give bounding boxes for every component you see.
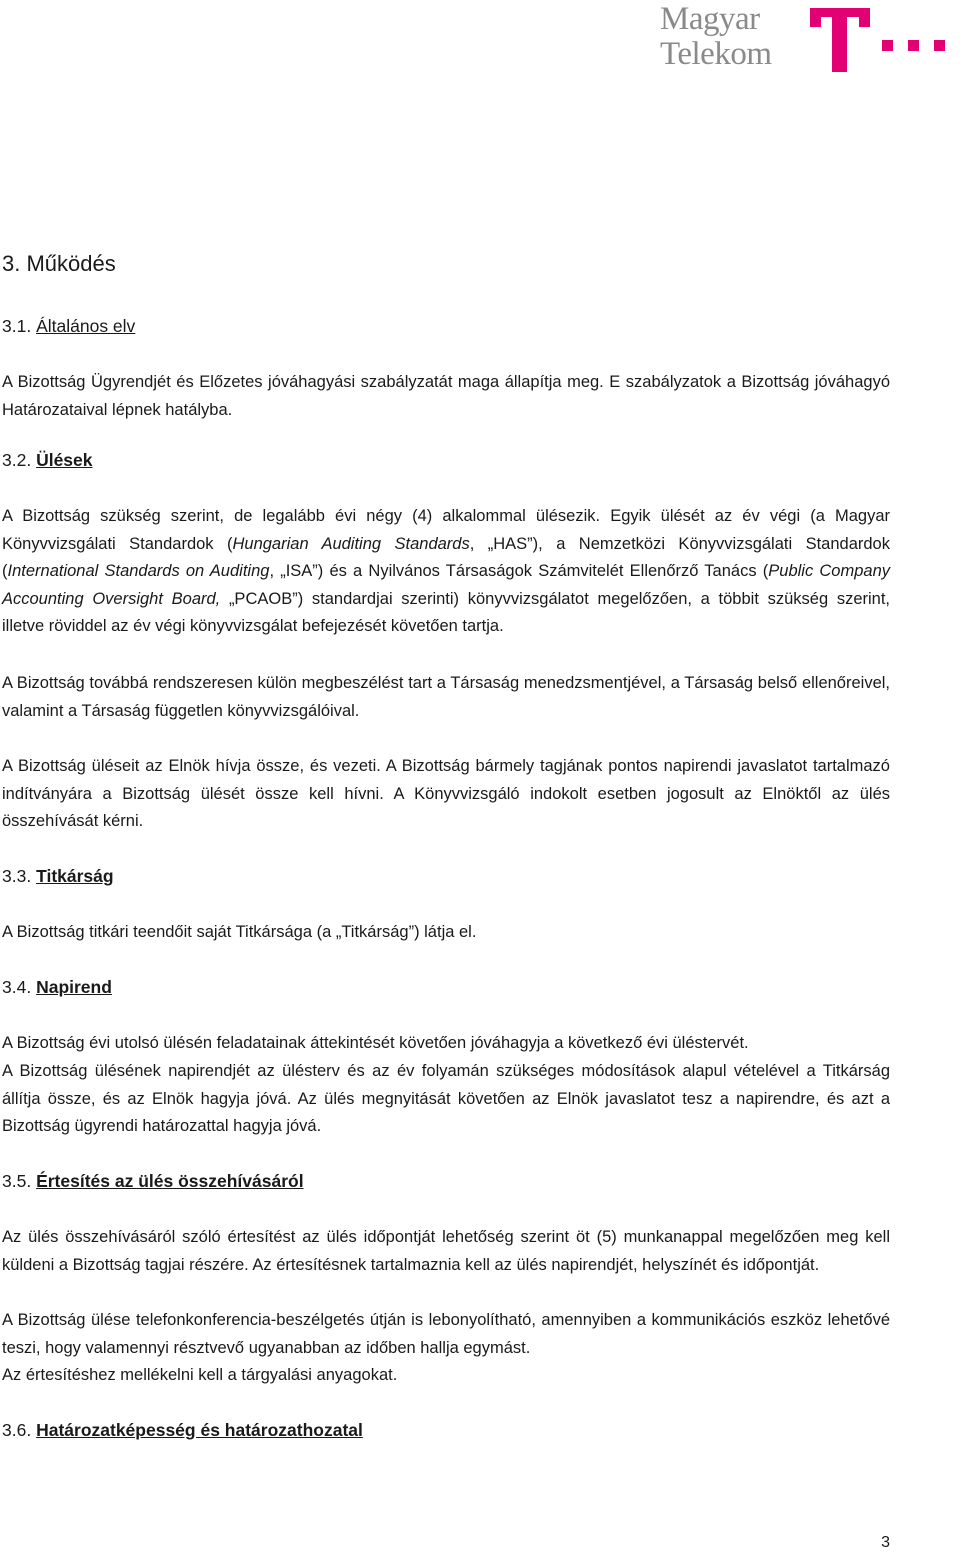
t-logo-icon [810,6,960,76]
subsection-heading-3-3 [2,866,114,887]
subsection-heading-3-5 [2,1171,304,1192]
logo-wordmark [660,2,810,72]
subsection-heading-3-1 [2,316,135,337]
subsection-heading-3-6 [2,1420,363,1441]
text: „PCAOB”) standardjai szerinti) könyvvizsgálatot megelőzően, a többit szükség szerint, illetve röviddel az év végi könyvvizsgálat befejezését követően tartja. [2,589,890,636]
text: A Bizottság szükség szerint, de legalább évi négy (4) alkalommal ülésezik. Egyik ülését az év végi (a Magyar Könyvvizsgálati Standardok ( [2,507,890,553]
paragraph: A Bizottság üléseit az Elnök hívja össze, és vezeti. A Bizottság bármely tagjának pontos napirendi javaslatot tartalmazó indítványára a Bizottság ülését össze kell hívni. A Könyvvizsgáló indokolt esetben jogosult az Elnöktől az ülés összehívását kérni. [2,757,890,831]
heading-number: 3.4. [2,977,32,997]
heading-number: 3.3. [2,866,32,886]
heading-title: Határozatképesség és határozathozatal [36,1420,363,1440]
paragraph: A Bizottság ülése telefonkonferencia-beszélgetés útján is lebonyolítható, amennyiben a kommunikációs eszköz lehetővé teszi, hogy valamennyi résztvevő ugyanabban az időben hallja egymást. [2,1311,890,1357]
paragraph: A Bizottság továbbá rendszeresen külön megbeszélést tart a Társaság menedzsmentjével, a Társaság belső ellenőreivel, valamint a Társaság független könyvvizsgálóival. [2,674,890,720]
heading-number: 3.5. [2,1171,32,1191]
heading-title: Értesítés az ülés összehívásáról [36,1171,304,1191]
paragraph: A Bizottság titkári teendőit saját Titkársága (a „Titkárság”) látja el. [2,923,477,941]
heading-title: Napirend [36,977,112,997]
paragraph: A Bizottság ülésének napirendjét az ülésterv és az év folyamán szükséges módosítások alapul vételével a Titkárság állítja össze, és az Elnök hagyja jóvá. Az ülés megnyitását követően az Elnök javaslatot tesz a napirendre, és azt a Bizottság ügyrendi határozattal hagyja jóvá. [2,1062,890,1136]
heading-number: 3.6. [2,1420,32,1440]
logo-line-1: Magyar [660,1,760,37]
paragraph: A Bizottság évi utolsó ülésén feladatainak áttekintését követően jóváhagyja a következő évi üléstervét. [2,1034,749,1052]
company-logo [660,0,960,82]
paragraph [2,503,890,641]
paragraph: A Bizottság Ügyrendjét és Előzetes jóváhagyási szabályzatát maga állapítja meg. E szabályzatok a Bizottság jóváhagyó Határozataival lépnek hatályba. [2,373,890,419]
italic-term: Public Company Accounting Oversight Board, [2,562,890,608]
text: , „HAS”), a Nemzetközi Könyvvizsgálati Standardok ( [2,534,890,581]
heading-number: 3.2. [2,450,32,470]
paragraph: Az ülés összehívásáról szóló értesítést az ülés időpontját lehetőség szerint öt (5) munkanappal megelőzően meg kell küldeni a Bizottság tagjai részére. Az értesítésnek tartalmaznia kell az ülés napirendjét, helyszínét és időpontját. [2,1228,890,1274]
heading-title: Általános elv [36,316,136,336]
subsection-heading-3-4 [2,977,112,998]
heading-number: 3.1. [2,316,32,336]
page-number: 3 [881,1534,890,1551]
heading-title: Ülések [36,450,93,470]
paragraph: Az értesítéshez mellékelni kell a tárgyalási anyagokat. [2,1366,398,1384]
heading-title: Titkárság [36,866,114,886]
logo-line-2: Telekom [660,36,772,72]
text: , „ISA”) és a Nyilvános Társaságok Számvitelét Ellenőrző Tanács ( [269,562,769,581]
italic-term: International Standards on Auditing [7,562,270,581]
subsection-heading-3-2 [2,450,93,471]
section-heading: 3. Működés [2,251,116,276]
italic-term: Hungarian Auditing Standards [232,534,470,553]
